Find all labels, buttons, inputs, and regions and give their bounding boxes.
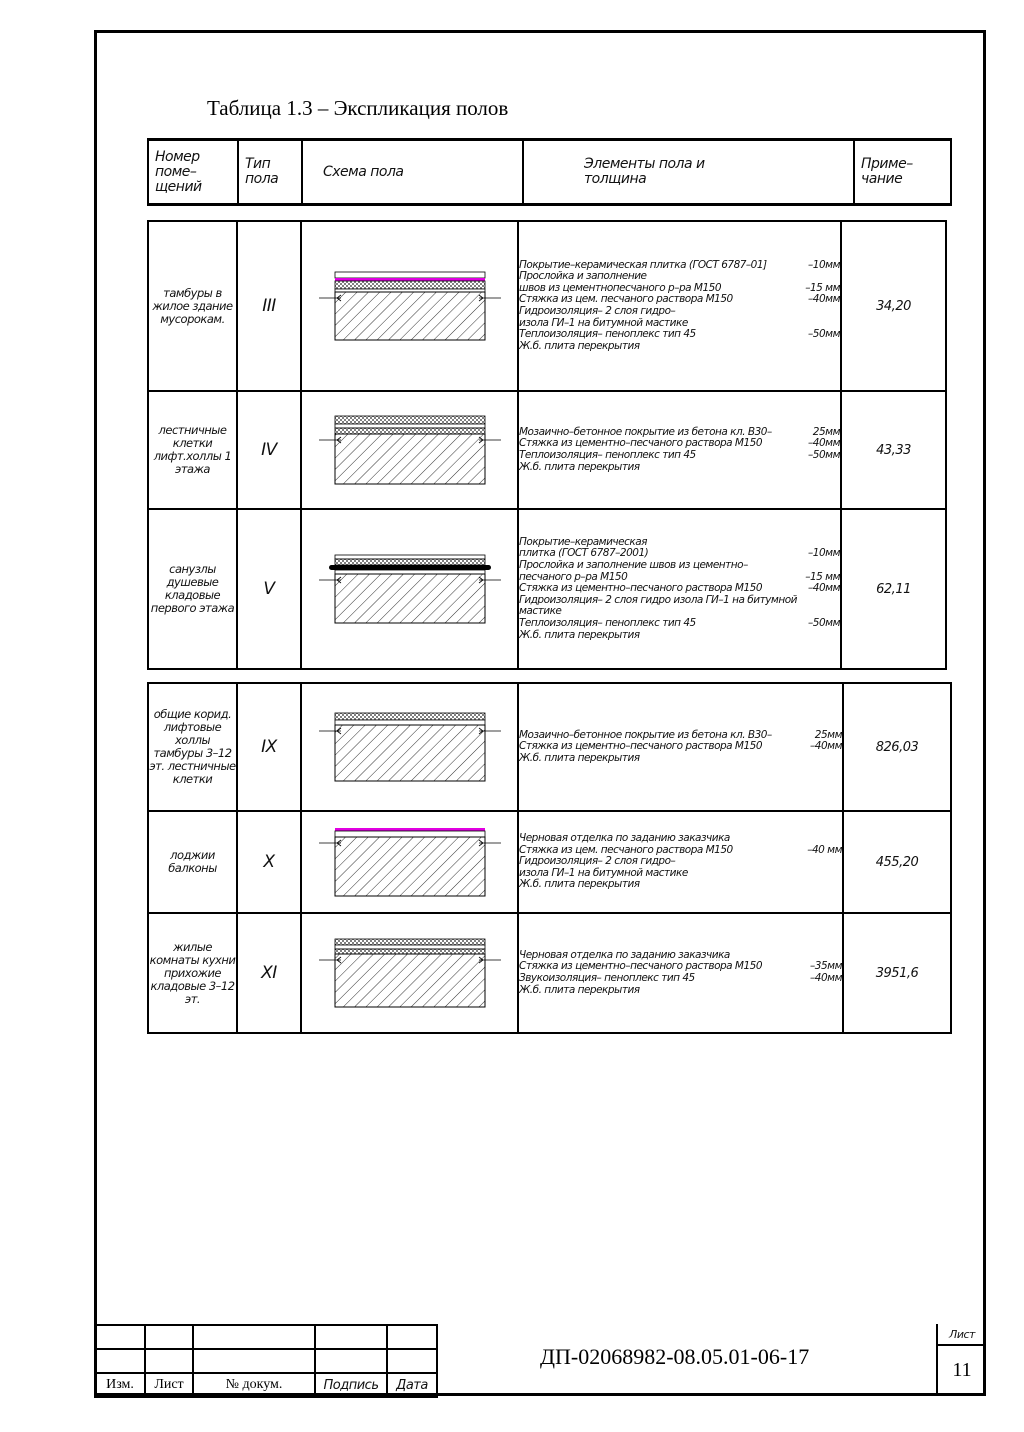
element-text: Стяжка из цементно–песчаного раствора М150	[519, 437, 763, 450]
element-thickness: –35мм	[810, 960, 842, 973]
finish-layer	[335, 555, 485, 559]
floor-scheme-cell	[301, 811, 518, 913]
header-note: Приме– чание	[854, 140, 951, 205]
element-thickness: –10мм	[808, 547, 840, 560]
element-line	[519, 973, 842, 985]
floor-scheme-cell	[301, 221, 518, 391]
element-text: Прослойка и заполнение	[519, 270, 647, 283]
slab-hatch	[335, 574, 485, 623]
header-table	[147, 138, 952, 206]
slab-hatch	[335, 954, 485, 1007]
floor-scheme-cell	[301, 683, 518, 811]
floor-scheme-drawing	[315, 266, 505, 346]
element-text: Черновая отделка по заданию заказчика	[519, 832, 730, 845]
stamp-izm: Изм.	[95, 1373, 145, 1397]
sheet-box	[936, 1324, 986, 1396]
element-text: Ж.б. плита перекрытия	[519, 878, 640, 891]
element-text: Стяжка из цементно–песчаного раствора М150	[519, 960, 763, 973]
element-thickness: –40мм	[808, 582, 840, 595]
element-thickness: –40мм	[810, 972, 842, 984]
slab-hatch	[335, 292, 485, 340]
note-cell: 62,11	[841, 509, 946, 669]
finish-layer	[335, 424, 485, 428]
element-line	[519, 833, 842, 845]
element-text: Стяжка из цем. песчаного раствора М150	[519, 293, 733, 306]
note-cell: 34,20	[841, 221, 946, 391]
element-thickness: 25мм	[814, 728, 842, 741]
membrane-layer	[335, 278, 485, 281]
element-text: мастике	[519, 605, 562, 618]
element-line	[519, 595, 840, 607]
screed-layer	[335, 949, 485, 954]
stamp-date: Дата	[387, 1373, 437, 1397]
floor-scheme-drawing	[315, 707, 505, 787]
element-thickness: –40 мм	[807, 843, 842, 856]
floor-type-cell: IX	[237, 683, 301, 811]
element-text: Ж.б. плита перекрытия	[519, 460, 640, 473]
header-room: Номер поме– щений	[148, 140, 238, 205]
slab-hatch	[335, 434, 485, 484]
finish-layer	[335, 720, 485, 725]
document-number: ДП-02068982-08.05.01-06-17	[540, 1344, 810, 1369]
stamp-sign: Подпись	[315, 1373, 387, 1397]
element-text: Гидроизоляция– 2 слоя гидро изола ГИ–1 на битумной	[519, 593, 797, 606]
element-line	[519, 462, 840, 474]
header-type: Тип пола	[238, 140, 302, 205]
element-thickness: –40мм	[808, 437, 840, 450]
floor-type-cell: X	[237, 811, 301, 913]
floor-elements-cell	[518, 221, 841, 391]
floor-elements-cell	[518, 811, 843, 913]
room-cell: лестничные клетки лифт.холлы 1 этажа	[148, 391, 237, 509]
element-line	[519, 450, 840, 462]
floor-type-cell: V	[237, 509, 301, 669]
element-text: Мозаично–бетонное покрытие из бетона кл. В30–	[519, 425, 772, 438]
waterproof-layer	[329, 565, 491, 570]
element-thickness: –40мм	[808, 293, 840, 306]
element-text: Черновая отделка по заданию заказчика	[519, 948, 730, 961]
element-text: швов из цементнопесчаного р–ра М150	[519, 281, 722, 294]
table-caption: Таблица 1.3 – Экспликация полов	[207, 96, 509, 120]
room-cell: санузлы душевые кладовые первого этажа	[148, 509, 237, 669]
room-cell: общие корид. лифтовые холлы тамбуры 3–12 эт. лестничные клетки	[148, 683, 237, 811]
stamp-doc: № докум.	[193, 1373, 315, 1397]
floor-type-cell: IV	[237, 391, 301, 509]
element-text: Гидроизоляция– 2 слоя гидро–	[519, 305, 676, 317]
floors-table-part1	[147, 220, 947, 670]
screed-layer	[335, 713, 485, 720]
note-cell: 455,20	[843, 811, 951, 913]
element-text: плитка (ГОСТ 6787–2001)	[519, 547, 649, 560]
floor-scheme-cell	[301, 913, 518, 1033]
sheet-label: Лист	[936, 1324, 986, 1346]
floor-scheme-drawing	[315, 549, 505, 629]
element-text: Звукоизоляция– пеноплекс тип 45	[519, 972, 695, 984]
element-text: Теплоизоляция– пеноплекс тип 45	[519, 328, 696, 341]
floor-scheme-cell	[301, 509, 518, 669]
sheet-number: 11	[936, 1346, 986, 1396]
floor-type-cell: III	[237, 221, 301, 391]
element-thickness: –50мм	[808, 616, 840, 629]
element-line	[519, 560, 840, 572]
element-thickness: –40мм	[810, 740, 842, 753]
finish-layer	[335, 945, 485, 949]
element-text: Стяжка из цем. песчаного раствора М150	[519, 843, 733, 856]
table-row	[148, 509, 946, 669]
table-row	[148, 391, 946, 509]
screed-layer	[335, 939, 485, 945]
table-row	[148, 683, 951, 811]
floor-elements-cell	[518, 913, 843, 1033]
screed-layer	[335, 559, 485, 565]
element-line	[519, 341, 840, 353]
floor-scheme-drawing	[315, 933, 505, 1013]
element-text: Ж.б. плита перекрытия	[519, 983, 640, 996]
element-thickness: –50мм	[808, 328, 840, 341]
finish-layer	[335, 570, 485, 574]
element-text: Мозаично–бетонное покрытие из бетона кл. В30–	[519, 728, 772, 741]
element-text: Стяжка из цементно–песчаного раствора М150	[519, 740, 763, 753]
element-thickness: –50мм	[808, 449, 840, 461]
stamp-grid	[94, 1324, 438, 1398]
element-text: Теплоизоляция– пеноплекс тип 45	[519, 449, 696, 461]
element-line	[519, 630, 840, 642]
header-scheme: Схема пола	[302, 140, 523, 205]
element-line	[519, 879, 842, 891]
table-row	[148, 221, 946, 391]
element-text: Прослойка и заполнение швов из цементно–	[519, 559, 748, 572]
element-line	[519, 985, 842, 997]
floor-elements-cell	[518, 391, 841, 509]
element-line	[519, 753, 842, 765]
screed-layer	[335, 416, 485, 424]
floor-scheme-cell	[301, 391, 518, 509]
membrane-layer	[335, 828, 485, 831]
table-row	[148, 913, 951, 1033]
stamp-list: Лист	[145, 1373, 193, 1397]
element-line	[519, 618, 840, 630]
floors-table-part2	[147, 682, 952, 1034]
element-text: изола ГИ–1 на битумной мастике	[519, 316, 688, 329]
element-text: Покрытие–керамическая плитка (ГОСТ 6787–01]	[519, 258, 767, 271]
element-text: Ж.б. плита перекрытия	[519, 751, 640, 764]
element-text: Гидроизоляция– 2 слоя гидро–	[519, 855, 676, 868]
element-thickness: –15 мм	[805, 281, 840, 294]
slab-hatch	[335, 837, 485, 896]
floor-elements-cell	[518, 683, 843, 811]
element-thickness: –10мм	[808, 258, 840, 271]
floor-scheme-drawing	[315, 822, 505, 902]
element-text: Стяжка из цементно–песчаного раствора М150	[519, 582, 763, 595]
element-text: Теплоизоляция– пеноплекс тип 45	[519, 616, 696, 629]
screed-layer	[335, 428, 485, 434]
table-row	[148, 811, 951, 913]
floor-elements-cell	[518, 509, 841, 669]
element-thickness: 25мм	[812, 425, 840, 438]
element-text: Покрытие–керамическая	[519, 535, 647, 548]
slab-hatch	[335, 725, 485, 781]
room-cell: тамбуры в жилое здание мусорокам.	[148, 221, 237, 391]
finish-layer	[335, 272, 485, 278]
screed-layer	[335, 281, 485, 289]
element-text: Ж.б. плита перекрытия	[519, 628, 640, 641]
room-cell: лоджии балконы	[148, 811, 237, 913]
element-line	[519, 306, 840, 318]
element-text: песчаного р–ра М150	[519, 570, 628, 583]
note-cell: 3951,6	[843, 913, 951, 1033]
element-thickness: –15 мм	[805, 570, 840, 583]
floor-type-cell: XI	[237, 913, 301, 1033]
note-cell: 43,33	[841, 391, 946, 509]
finish-layer	[335, 831, 485, 837]
floor-scheme-drawing	[315, 410, 505, 490]
header-elements: Элементы пола и толщина	[523, 140, 854, 205]
note-cell: 826,03	[843, 683, 951, 811]
element-text: Ж.б. плита перекрытия	[519, 339, 640, 352]
element-text: изола ГИ–1 на битумной мастике	[519, 866, 688, 879]
room-cell: жилые комнаты кухни прихожие кладовые 3–12 эт.	[148, 913, 237, 1033]
